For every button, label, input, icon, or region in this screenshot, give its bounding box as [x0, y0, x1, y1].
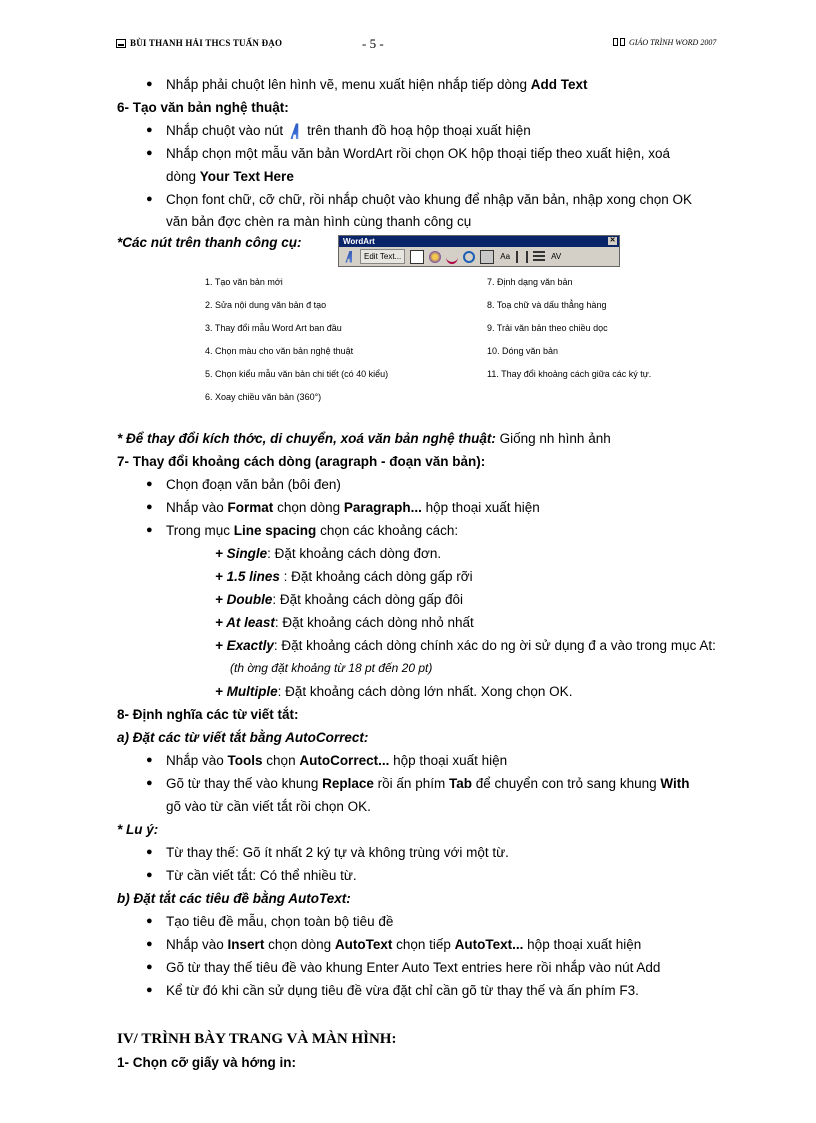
spacing-note: (th ờng đặt khoảng từ 18 pt đến 20 pt) — [230, 661, 433, 675]
subsection-heading: b) Đặt tắt các tiêu đề bằng AutoText: — [117, 891, 351, 906]
book-icon — [613, 38, 625, 47]
chapter-heading: IV/ TRÌNH BÀY TRANG VÀ MÀN HÌNH: — [117, 1031, 397, 1047]
bullet-icon: ● — [146, 147, 153, 159]
legend-item: 4. Chọn màu cho văn bản nghệ thuật — [205, 346, 354, 356]
list-item-continuation: gõ vào từ cần viết tắt rồi chọn OK. — [166, 799, 371, 814]
list-item: ● Trong mục Line spacing chọn các khoảng cách: — [0, 519, 816, 542]
rotate-icon[interactable] — [463, 251, 475, 263]
toolbar-section — [0, 233, 816, 269]
spacing-option: + 1.5 lines : Đặt khoảng cách dòng gấp rỡi — [215, 569, 473, 584]
bullet-icon: ● — [146, 501, 153, 513]
legend-item: 10. Dóng văn bản — [487, 346, 559, 356]
spacing-option: + Single: Đặt khoảng cách dòng đơn. — [215, 546, 442, 561]
wordart-icon — [287, 123, 303, 139]
subsection-heading: a) Đặt các từ viết tắt bằng AutoCorrect: — [117, 730, 369, 745]
list-item: ● Kể từ đó khi cần sử dụng tiêu đề vừa đặt chỉ cần gõ từ thay thế và ấn phím F3. — [0, 979, 816, 1002]
section-heading: 8- Định nghĩa các từ viết tắt: — [117, 707, 299, 722]
spacing-option: + At least: Đặt khoảng cách dòng nhỏ nhất — [215, 615, 474, 630]
bullet-icon: ● — [146, 478, 153, 490]
list-item: ● Chọn font chữ, cỡ chữ, rồi nhắp chuột vào khung để nhập văn bản, nhập xong chọn OK — [0, 188, 816, 211]
legend-item: 7. Định dạng văn bản — [487, 277, 573, 287]
list-item: ● Gõ từ thay thế vào khung Replace rồi ấn phím Tab để chuyển con trỏ sang khung With — [0, 772, 816, 795]
gallery-icon[interactable] — [410, 250, 424, 264]
bullet-icon: ● — [146, 754, 153, 766]
note-heading: * Lu ý: — [117, 822, 159, 837]
toolbar-title: WordArt ✕ — [339, 236, 619, 247]
computer-icon — [116, 39, 126, 48]
list-item: ● Nhắp vào Format chọn dòng Paragraph... hộp thoại xuất hiện — [0, 496, 816, 519]
legend-item: 1. Tạo văn bản mới — [205, 277, 283, 287]
format-color-icon[interactable] — [429, 251, 441, 263]
legend-item: 2. Sửa nội dung văn bản đ tạo — [205, 300, 327, 310]
list-item-continuation: văn bản đợc chèn ra màn hình cùng thanh công cụ — [166, 214, 472, 229]
list-item: ● Nhắp chọn một mẫu văn bản WordArt rồi chọn OK hộp thoại tiếp theo xuất hiện, xoá — [0, 142, 816, 165]
list-item: ● Nhắp vào Tools chọn AutoCorrect... hộp thoại xuất hiện — [0, 749, 816, 772]
bullet-icon: ● — [146, 984, 153, 996]
bullet-icon: ● — [146, 777, 153, 789]
spacing-option: + Multiple: Đặt khoảng cách dòng lớn nhất. Xong chọn OK. — [215, 684, 573, 699]
bullet-icon: ● — [146, 915, 153, 927]
spacing-option: + Double: Đặt khoảng cách dòng gấp đôi — [215, 592, 464, 607]
bullet-icon: ● — [146, 124, 153, 136]
bullet-icon: ● — [146, 524, 153, 536]
bullet-icon: ● — [146, 938, 153, 950]
header-author: BÙI THANH HẢI THCS TUẤN ĐẠO — [130, 38, 283, 48]
legend-item: 9. Trải văn bản theo chiều dọc — [487, 323, 608, 333]
section-heading: 1- Chọn cỡ giấy và hớng in: — [117, 1055, 296, 1070]
close-icon[interactable]: ✕ — [609, 237, 616, 244]
toolbar-buttons — [339, 247, 619, 266]
bullet-icon: ● — [146, 193, 153, 205]
page-header — [0, 38, 816, 58]
bullet-icon: ● — [146, 961, 153, 973]
toolbar-legend — [0, 269, 816, 402]
bullet-icon: ● — [146, 846, 153, 858]
section-heading: 6- Tạo văn bản nghệ thuật: — [117, 100, 289, 115]
header-left — [116, 38, 282, 48]
legend-item: 3. Thay đổi mẫu Word Art ban đầu — [205, 323, 342, 333]
list-item: ● Nhắp phải chuột lên hình vẽ, menu xuất hiện nhắp tiếp dòng Add Text — [0, 73, 816, 96]
list-item: ● Từ cần viết tắt: Có thể nhiều từ. — [0, 864, 816, 887]
legend-item: 8. Toạ chữ và dấu thẳng hàng — [487, 300, 607, 310]
page-body — [0, 73, 816, 1074]
legend-item: 6. Xoay chiều văn bản (360°) — [205, 392, 322, 402]
toolbar-caption: *Các nút trên thanh công cụ: — [117, 235, 302, 250]
list-item: ● Gõ từ thay thế tiêu đề vào khung Enter Auto Text entries here rồi nhắp vào nút Add — [0, 956, 816, 979]
vertical-text-icon[interactable] — [516, 251, 528, 263]
list-item-continuation: dòng Your Text Here — [166, 169, 294, 184]
header-right — [613, 38, 716, 47]
page-number: - 5 - — [362, 36, 384, 51]
section-heading: 7- Thay đổi khoảng cách dòng (aragraph - đoạn văn bản): — [117, 454, 486, 469]
bullet-icon: ● — [146, 78, 153, 90]
wordart-toolbar — [338, 235, 620, 267]
list-item: ● Nhắp chuột vào nút trên thanh đồ hoạ hộp thoại xuất hiện — [0, 119, 816, 142]
list-item: ● Tạo tiêu đề mẫu, chọn toàn bộ tiêu đề — [0, 910, 816, 933]
format-wordart-icon[interactable] — [480, 250, 494, 264]
legend-item: 5. Chọn kiểu mẫu văn bản chi tiết (có 40 kiểu) — [205, 369, 389, 379]
list-item: ● Từ thay thế: Gõ ít nhất 2 ký tự và không trùng với một từ. — [0, 841, 816, 864]
list-item: ● Chọn đoạn văn bản (bôi đen) — [0, 473, 816, 496]
shape-icon[interactable] — [446, 250, 458, 264]
header-title: GIÁO TRÌNH WORD 2007 — [629, 38, 717, 47]
spacing-option: + Exactly: Đặt khoảng cách dòng chính xác do ng ời sử dụng đ a vào trong mục At: — [215, 638, 716, 653]
character-spacing-icon[interactable]: AV — [551, 251, 562, 261]
same-height-icon[interactable]: Aa — [500, 251, 511, 261]
bullet-icon: ● — [146, 869, 153, 881]
insert-wordart-icon[interactable] — [343, 251, 355, 263]
note-line: * Để thay đổi kích thớc, di chuyển, xoá văn bản nghệ thuật: Giống nh hình ảnh — [117, 431, 611, 446]
list-item: ● Nhắp vào Insert chọn dòng AutoText chọn tiếp AutoText... hộp thoại xuất hiện — [0, 933, 816, 956]
alignment-icon[interactable] — [533, 251, 545, 263]
edit-text-button[interactable]: Edit Text... — [360, 249, 405, 264]
legend-item: 11. Thay đổi khoảng cách giữa các ký tự. — [487, 369, 652, 379]
